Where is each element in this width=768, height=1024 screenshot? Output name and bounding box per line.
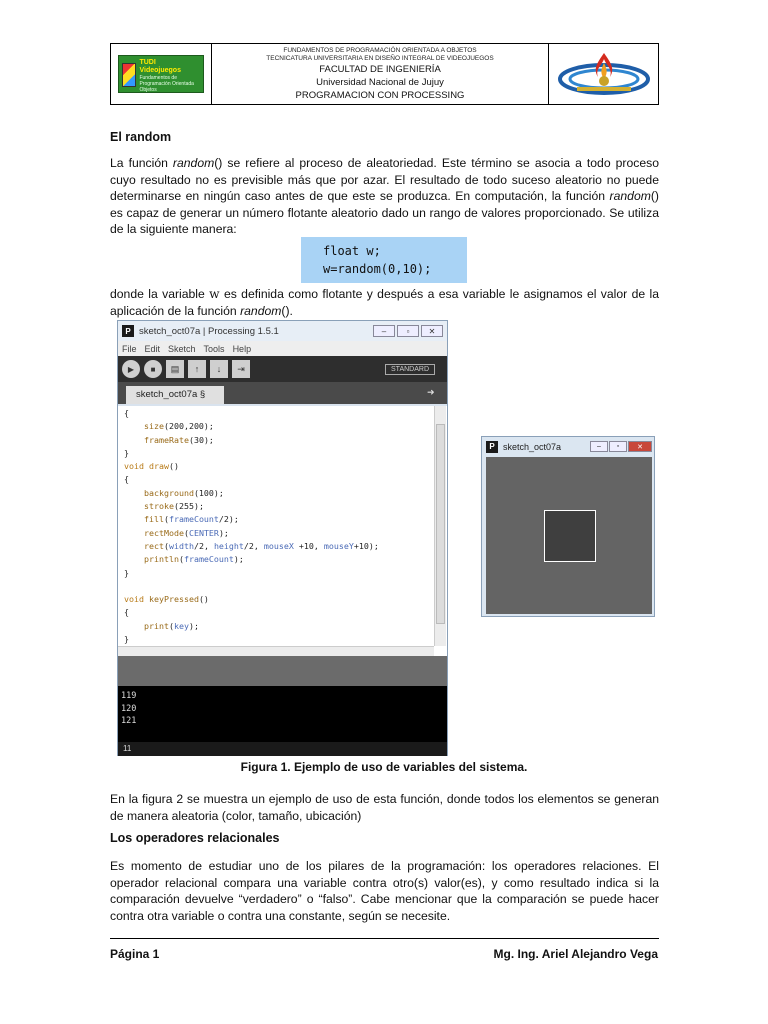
faculty-logo [548,44,658,104]
save-button[interactable]: ↓ [210,360,228,378]
ide-tabbar [118,382,447,404]
code-text: { size(200,200); frameRate(30); } void draw() { background(100); stroke(255); fill(frameCount/2); rectMode(CENTER); rect(width/2, height/2, mouseX +10, mouseY+10); println(frameCount); } void keyPressed() { print(key); } [124,408,379,645]
code-line-2: w=random(0,10); [323,262,432,276]
run-button[interactable]: ▶ [122,360,140,378]
header-line-4: Universidad Nacional de Jujuy [316,76,444,88]
mode-selector[interactable]: STANDARD [385,364,435,375]
logo-subtitle: Videojuegos [139,67,181,74]
footer-divider [110,938,659,939]
ide-menubar [118,341,447,356]
sketch-canvas[interactable] [486,457,652,614]
flame-gear-icon [557,49,651,99]
code-line-1: float w; [323,244,381,258]
maximize-button[interactable]: ▫ [397,325,419,337]
open-button[interactable]: ↑ [188,360,206,378]
header-line-2: TECNICATURA UNIVERSITARIA EN DISEÑO INTEGRAL DE VIDEOJUEGOS [266,54,494,62]
sketch-titlebar [482,437,654,456]
sketch-title: sketch_oct07a [503,441,562,452]
header-line-3: FACULTAD DE INGENIERÍA [319,63,441,75]
header-line-5: PROGRAMACION CON PROCESSING [295,89,465,101]
processing-icon: P [486,441,498,453]
menu-file[interactable]: File [122,343,137,354]
cube-icon [122,63,136,87]
close-button[interactable]: ✕ [628,441,652,452]
author-name: Mg. Ing. Ariel Alejandro Vega [493,947,658,961]
export-button[interactable]: ⇥ [232,360,250,378]
figure-caption: Figura 1. Ejemplo de uso de variables del sistema. [240,760,528,774]
ide-titlebar [118,321,447,341]
section-heading-random: El random [110,130,172,144]
drawn-rectangle [544,510,596,562]
processing-icon: P [122,325,134,337]
tab-sketch[interactable]: sketch_oct07a § [126,386,224,404]
paragraph-variable-w: donde la variable w es definida como flotante y después a esa variable le asignamos el valor de la aplicación de la función random(). [110,287,659,318]
console-output [118,686,447,742]
close-button[interactable]: ✕ [421,325,443,337]
sketch-output-window [481,436,655,617]
console-line: 121 [121,716,137,727]
page-number: Página 1 [110,947,160,961]
ide-title: sketch_oct07a | Processing 1.5.1 [139,325,279,337]
console-line: 120 [121,703,137,714]
console-line: 119 [121,691,137,701]
editor-vertical-scrollbar[interactable] [434,406,446,646]
message-area [118,656,447,686]
document-header [110,43,659,105]
ide-toolbar [118,356,447,382]
paragraph-figure-2: En la figura 2 se muestra un ejemplo de uso de esta función, donde todos los elementos se generan de manera aleatoria (color, tamaño, ubicación) [110,792,659,823]
paragraph-relational-operators: Es momento de estudiar uno de los pilares de la programación: los operadores relaciones. El operador relacional compara una variable contra otro(s) valor(es), y como resultado indica si la comparación devuelve “verdadero” o “falso”. Cabe mencionar que la comparación se puede hacer contra otra variable o contra una constante, según se necesite. [110,859,659,923]
section-heading-relational: Los operadores relacionales [110,831,280,845]
maximize-button[interactable]: ▫ [609,441,627,452]
status-line: 11 [118,742,447,756]
paragraph-random-intro: La función random() se refiere al proceso de aleatoriedad. Este término se asocia a todo proceso cuyo resultado no es previsible más que por azar. El resultado de todo suceso aleatorio no puede determinarse en ningún caso antes de que este se produzca. En computación, la función random() es capaz de generar un número flotante aleatorio dado un rango de valores proporcionado. Se utiliza de la siguiente manera: [110,156,659,236]
stop-button[interactable]: ■ [144,360,162,378]
code-snippet [301,237,467,283]
editor-horizontal-scrollbar[interactable] [118,646,434,656]
menu-help[interactable]: Help [232,343,252,354]
logo-title: TUDI [139,59,156,66]
new-button[interactable]: ▤ [166,360,184,378]
tab-menu-arrow-icon[interactable]: ➜ [427,387,435,397]
header-line-1: FUNDAMENTOS DE PROGRAMACIÓN ORIENTADA A OBJETOS [283,46,477,54]
menu-edit[interactable]: Edit [144,343,161,354]
minimize-button[interactable]: – [590,441,608,452]
menu-sketch[interactable]: Sketch [168,343,196,354]
logo-caption: Fundamentos de Programación Orientada Objetos [139,75,194,93]
processing-ide-window [117,320,448,756]
menu-tools[interactable]: Tools [203,343,225,354]
tudi-logo [111,44,212,104]
code-editor[interactable] [118,406,447,656]
minimize-button[interactable]: – [373,325,395,337]
